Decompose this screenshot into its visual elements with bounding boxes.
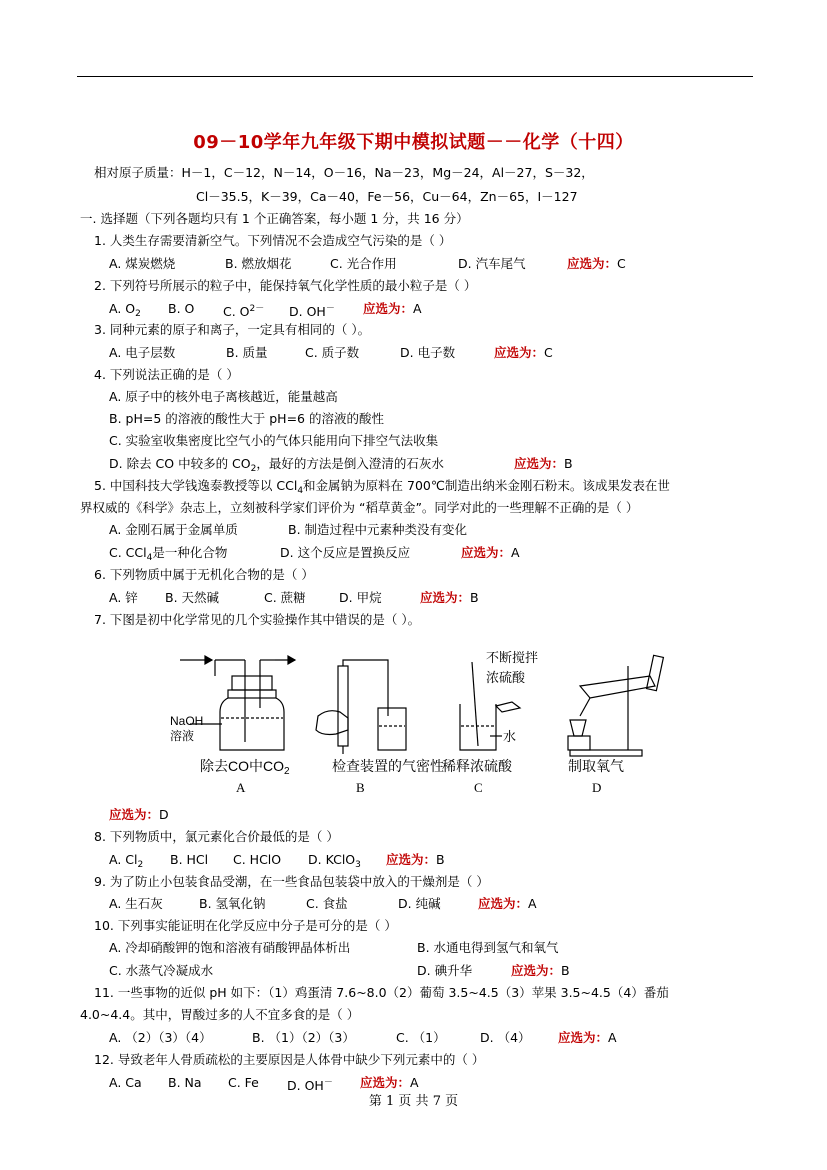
label-solution: 溶液 [170,729,195,743]
atomic-mass-line-1: 相对原子质量：H－1，C－12，N－14，O－16，Na－23，Mg－24，Al－27，S－32， [94,165,594,180]
q8-stem: 8. 下列物质中，氯元素化合价最低的是（ ） [94,829,339,844]
q5-option-c: C. CCl$_4$是一种化合物 [109,545,228,563]
q1-option-d: D. 汽车尾气 [458,256,526,271]
q3-option-d: D. 电子数 [400,345,456,360]
q3-stem: 3. 同种元素的原子和离子，一定具有相同的（ ）。 [94,322,371,337]
q10-option-b: B. 水通电得到氢气和氧气 [417,940,559,955]
q10-option-a: A. 冷却硝酸钾的饱和溶液有硝酸钾晶体析出 [109,940,351,955]
caption-d: 制取氧气 [568,758,624,774]
q6-stem: 6. 下列物质中属于无机化合物的是（ ） [94,567,314,582]
q4-option-b: B. pH=5 的溶液的酸性大于 pH=6 的溶液的酸性 [109,411,384,426]
caption-a: 除去CO中$CO_2$ [200,758,290,777]
label-acid: 浓硫酸 [486,670,526,685]
q5-option-a: A. 金刚石属于金属单质 [109,522,238,537]
q3-answer: 应选为：C [494,345,553,360]
page-footer: 第 1 页 共 7 页 [368,1094,459,1109]
caption-b: 检查装置的气密性 [332,758,444,774]
header-rule [77,76,753,77]
q4-option-a: A. 原子中的核外电子离核越近，能量越高 [109,389,338,404]
q3-option-b: B. 质量 [226,345,268,360]
q12-option-d: D. OH－ [287,1078,333,1093]
label-stir: 不断搅拌 [486,650,539,665]
q7-stem: 7. 下图是初中化学常见的几个实验操作其中错误的是（ ）。 [94,612,421,627]
q11-stem-line-1: 11. 一些事物的近似 pH 如下：（1）鸡蛋清 7.6~8.0（2）葡萄 3.5~4.5（3）苹果 3.5~4.5（4）番茄 [94,985,669,1000]
q12-stem: 12. 导致老年人骨质疏松的主要原因是人体骨中缺少下列元素中的（ ） [94,1052,485,1067]
q2-option-a: A. $O_2$ [109,301,141,319]
q9-option-b: B. 氢氧化钠 [199,896,266,911]
q11-answer: 应选为：A [558,1030,617,1045]
label-naoh: NaOH [170,714,204,728]
q9-stem: 9. 为了防止小包装食品受潮，在一些食品包装袋中放入的干燥剂是（ ） [94,874,489,889]
q4-option-c: C. 实验室收集密度比空气小的气体只能用向下排空气法收集 [109,433,439,448]
q10-option-d: D. 碘升华 [417,963,473,978]
q12-answer: 应选为：A [360,1075,419,1090]
experiment-figure [150,646,670,796]
letter-c: C [474,780,483,795]
letter-d: D [592,780,602,795]
q9-answer: 应选为：A [478,896,537,911]
caption-c: 稀释浓硫酸 [442,758,512,774]
q6-answer: 应选为：B [420,590,479,605]
q1-option-b: B. 燃放烟花 [225,256,292,271]
q8-option-c: C. HClO [233,852,282,867]
q11-option-a: A. （2）（3）（4） [109,1030,212,1045]
q4-option-d: D. 除去 CO 中较多的 $CO_2$，最好的方法是倒入澄清的石灰水 [109,456,444,474]
q9-option-d: D. 纯碱 [398,896,441,911]
q10-option-c: C. 水蒸气冷凝成水 [109,963,214,978]
letter-a: A [236,780,246,795]
q11-stem-line-2: 4.0~4.4。其中，胃酸过多的人不宜多食的是（ ） [80,1007,360,1022]
q3-option-a: A. 电子层数 [109,345,176,360]
q1-option-a: A. 煤炭燃烧 [109,256,176,271]
q12-option-a: A. Ca [109,1075,142,1090]
q6-option-d: D. 甲烷 [339,590,382,605]
q12-option-c: C. Fe [228,1075,259,1090]
q8-option-a: A. $Cl_2$ [109,852,144,870]
apparatus-d [568,655,663,756]
q9-option-c: C. 食盐 [306,896,348,911]
q8-option-d: D. KClO$_3$ [308,852,361,870]
q10-answer: 应选为：B [511,963,570,978]
q11-option-c: C. （1） [396,1030,446,1045]
q11-option-b: B. （1）（2）（3） [252,1030,355,1045]
q4-stem: 4. 下列说法正确的是（ ） [94,367,239,382]
q6-option-a: A. 锌 [109,590,138,605]
q5-option-b: B. 制造过程中元素种类没有变化 [288,522,468,537]
apparatus-a [180,656,295,750]
apparatus-b [316,660,406,754]
q6-option-b: B. 天然碱 [165,590,220,605]
q1-stem: 1. 人类生存需要清新空气。下列情况不会造成空气污染的是（ ） [94,233,452,248]
q2-stem: 2. 下列符号所展示的粒子中，能保持氧气化学性质的最小粒子是（ ） [94,278,477,293]
q5-stem-line-1: 5. 中国科技大学钱逸泰教授等以 CCl$_4$和金属钠为原料在 700℃制造出纳米金刚石粉末。该成果发表在世 [94,478,670,496]
letter-b: B [356,780,365,795]
q5-answer: 应选为：A [461,545,520,560]
q2-option-b: B. O [168,301,195,316]
section-heading: 一. 选择题（下列各题均只有 1 个正确答案，每小题 1 分，共 16 分） [80,211,469,226]
q8-answer: 应选为：B [386,852,445,867]
q5-option-d: D. 这个反应是置换反应 [280,545,411,560]
q2-option-c: C. $O^{2-}$ [223,304,265,319]
q4-answer: 应选为：B [514,456,573,471]
q6-option-c: C. 蔗糖 [264,590,306,605]
label-water: 水 [503,729,517,744]
q11-option-d: D. （4） [480,1030,531,1045]
page-title: 09－10学年九年级下期中模拟试题－－化学（十四） [193,132,634,153]
q12-option-b: B. Na [168,1075,202,1090]
q1-option-c: C. 光合作用 [330,256,397,271]
q9-option-a: A. 生石灰 [109,896,163,911]
q2-answer: 应选为：A [363,301,422,316]
q5-stem-line-2: 界权威的《科学》杂志上，立刻被科学家们评价为 “稻草黄金”。同学对此的一些理解不正确的是（ ） [80,500,639,515]
q3-option-c: C. 质子数 [305,345,360,360]
q10-stem: 10. 下列事实能证明在化学反应中分子是可分的是（ ） [94,918,397,933]
q2-option-d: D. OH－ [289,304,335,319]
atomic-mass-line-2: Cl－35.5，K－39，Ca－40，Fe－56，Cu－64，Zn－65，I－127 [196,189,578,204]
q1-answer: 应选为：C [567,256,626,271]
q7-answer: 应选为：D [109,807,169,822]
q8-option-b: B. HCl [170,852,209,867]
